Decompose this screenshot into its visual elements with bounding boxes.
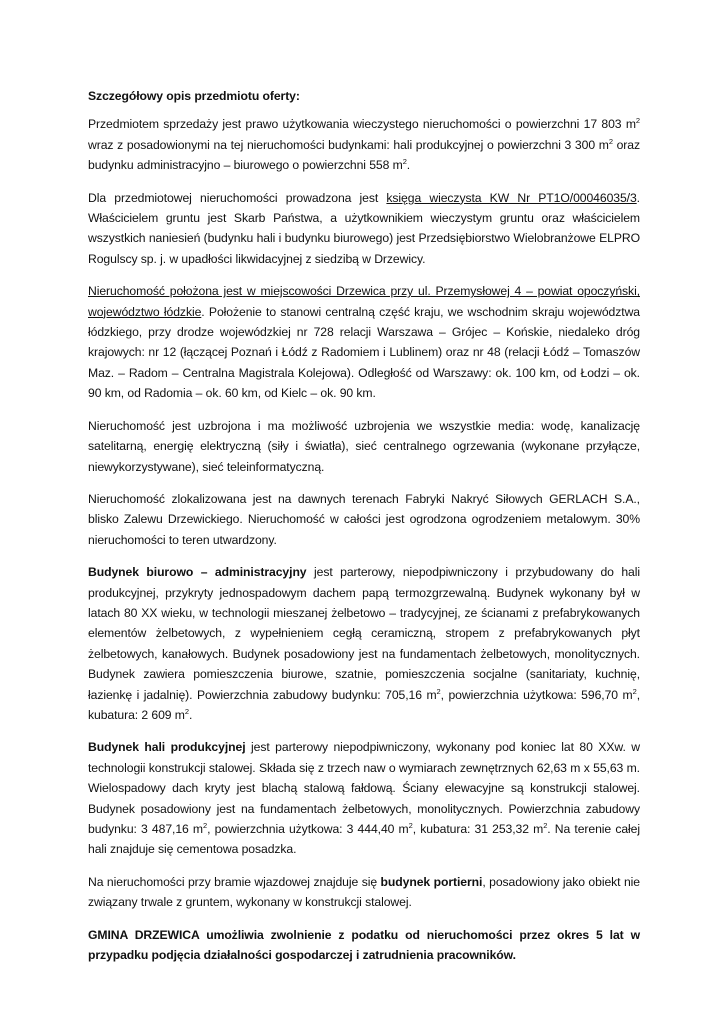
- location-address: Nieruchomość położona jest w miejscowości Drzewica przy ul. Przemysłowej 4 – powiat opoczyński, województwo łódzkie: [88, 284, 640, 319]
- bold-term: Budynek hali produkcyjnej: [88, 740, 246, 755]
- land-register-number: księga wieczysta KW Nr PT1O/00046035/3: [386, 190, 637, 205]
- paragraph-production-hall: [88, 737, 640, 859]
- text: , powierzchnia użytkowa: 596,70 m: [440, 687, 633, 702]
- bold-term: Budynek biurowo – administracyjny: [88, 565, 307, 580]
- text: , kubatura: 31 253,32 m: [412, 822, 544, 836]
- paragraph-site: Nieruchomość zlokalizowana jest na dawnych terenach Fabryki Nakryć Siłowych GERLACH S.A., blisko Zalewu Drzewickiego. Nieruchomość w całości jest ogrodzona ogrodzeniem metalowym. 30% nieruchomości to teren utwardzony.: [88, 491, 640, 547]
- text: . Na terenie całej hali znajduje się cementowa posadzka.: [88, 822, 640, 857]
- superscript: 2: [436, 686, 441, 696]
- text: .: [406, 158, 411, 173]
- paragraph-land-register: [88, 188, 640, 270]
- text: Przedmiotem sprzedaży jest prawo użytkowania wieczystego nieruchomości o powierzchni 17 803 m: [88, 117, 636, 132]
- superscript: 2: [184, 706, 189, 716]
- text: , posadowiony jako obiekt nie związany trwale z gruntem, wykonany w konstrukcji stalowej.: [88, 874, 640, 910]
- superscript: 2: [203, 821, 208, 830]
- text: oraz budynku administracyjno – biurowego o powierzchni 558 m: [88, 137, 641, 173]
- text: jest parterowy, niepodpiwniczony i przybudowany do hali produkcyjnej, przykryty jednospadowym dachem papą termozgrzewalną. Budynek wykonany był w latach 80 XX wieku, w technologii mieszanej żelbetowo – tradycyjnej, ze ścianami z prefabrykowanych elementów żelbetowych, z wypełnieniem cegłą ceramiczną, stropem z prefabrykowanych płyt żelbetowych, kanałowych. Budynek posadowiony jest na fundamentach żelbetowych, monolitycznych. Budynek zawiera pomieszczenia biurowe, szatnie, pomieszczenia socjalne (sanitariaty, kuchnię, łazienkę i jadalnię). Powierzchnia zabudowy budynku: 705,16 m: [88, 565, 641, 702]
- text: . Położenie to stanowi centralną część kraju, we wschodnim skraju województwa łódzkiego, przy drodze wojewódzkiej nr 728 relacji Warszawa – Grójec – Końskie, niedaleko dróg krajowych: nr 12 (łączącej Poznań i Łódź z Radomiem i Lublinem) oraz nr 48 (relacji Łódź – Tomaszów Maz. – Radom – Centralna Magistrala Kolejowa). Odległość od Warszawy: ok. 100 km, od Łodzi – ok. 90 km, od Radomia – ok. 60 km, od Kielc – ok. 90 km.: [88, 304, 640, 401]
- superscript: 2: [608, 136, 613, 146]
- text: Dla przedmiotowej nieruchomości prowadzona jest: [88, 190, 387, 205]
- text: jest parterowy niepodpiwniczony, wykonany pod koniec lat 80 XXw. w technologii konstrukcji stalowej. Składa się z trzech naw o wymiarach zewnętrznych 62,63 m x 55,63 m. Wielospadowy dach kryty jest blachą stalową fałdową. Ściany elewacyjne są konstrukcji stalowej. Budynek posadowiony jest na fundamentach żelbetowych, monolitycznych. Powierzchnia zabudowy budynku: 3 487,16 m: [88, 740, 640, 836]
- superscript: 2: [408, 821, 413, 830]
- superscript: 2: [402, 157, 407, 167]
- text: Na nieruchomości przy bramie wjazdowej znajduje się: [88, 874, 381, 889]
- superscript: 2: [543, 821, 548, 830]
- paragraph-utilities: Nieruchomość jest uzbrojona i ma możliwość uzbrojenia we wszystkie media: wodę, kanalizację satelitarną, energię elektryczną (siły i światła), sieć centralnego ogrzewania (wykonane przyłącze, niewykorzystywane), sieć teleinformatyczną.: [88, 418, 640, 474]
- paragraph-office-building: [88, 562, 640, 725]
- superscript: 2: [635, 116, 640, 126]
- paragraph-location: [88, 281, 640, 403]
- text: .: [188, 707, 193, 722]
- bold-term: budynek portierni: [380, 874, 483, 889]
- document-page: [88, 86, 640, 965]
- superscript: 2: [632, 686, 637, 696]
- text: . Właścicielem gruntu jest Skarb Państwa, a użytkownikiem wieczystym gruntu oraz właścicielem wszystkich naniesień (budynku hali i budynku biurowego) jest Przedsiębiorstwo Wielobranżowe ELPRO Rogulscy sp. j. w upadłości likwidacyjnej z siedzibą w Drzewicy.: [88, 190, 640, 266]
- paragraph-gatehouse: [88, 872, 640, 913]
- paragraph-tax-exemption: GMINA DRZEWICA umożliwia zwolnienie z podatku od nieruchomości przez okres 5 lat w przypadku podjęcia działalności gospodarczej i zatrudnienia pracowników.: [88, 927, 640, 963]
- text: wraz z posadowionymi na tej nieruchomości budynkami: hali produkcyjnej o powierzchni 3 300 m: [88, 137, 609, 152]
- paragraph-subject: [88, 114, 640, 175]
- text: , kubatura: 2 609 m: [88, 687, 640, 722]
- text: , powierzchnia użytkowa: 3 444,40 m: [207, 822, 409, 836]
- document-heading: Szczegółowy opis przedmiotu oferty:: [88, 89, 300, 103]
